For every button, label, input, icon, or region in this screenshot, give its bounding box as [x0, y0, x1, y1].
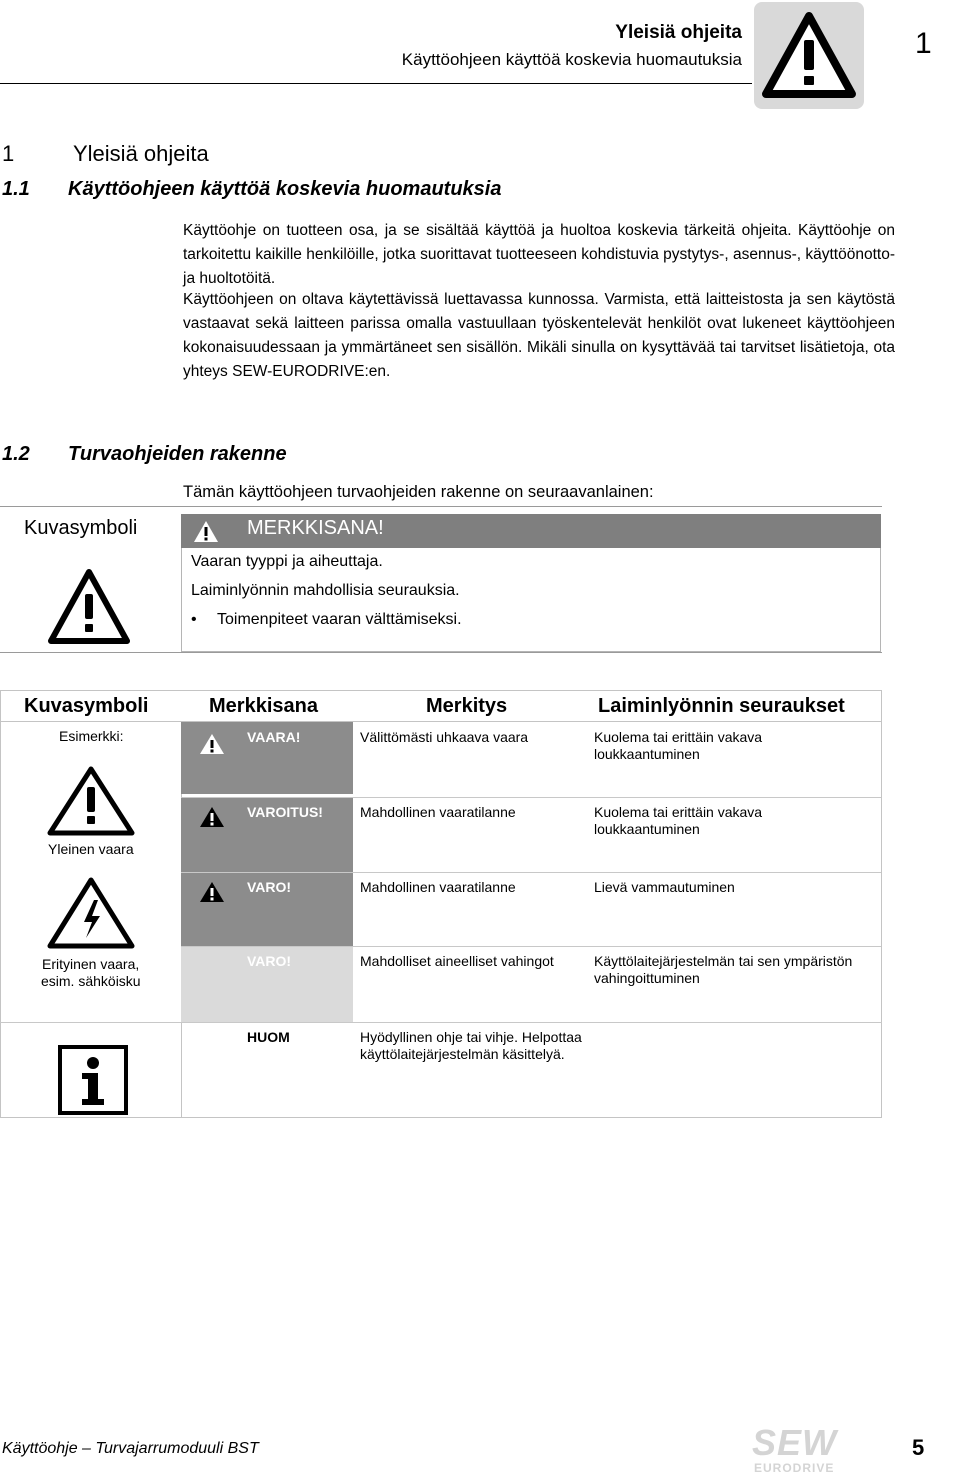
paragraph: Käyttöohjeen on oltava käytettävissä luettavassa kunnossa. Varmista, että laitteistosta ja sen käytöstä vastaavat sekä laitteen parissa omalla vastuullaan työskentelevät henkilöt ovat lukeneet käyttöohjeen kokonaisuudessaan ja ymmärtäneet sen sisällön. Mikäli sinulla on kysyttävää tai tarvitset lisätietoja, ota yhteys SEW-EURODRIVE:en.	[183, 291, 895, 380]
header-rule	[0, 721, 882, 722]
meaning: Hyödyllinen ohje tai vihje. Helpottaa käyttölaitejärjestelmän käsittelyä.	[360, 1029, 582, 1062]
footer-document-title: Käyttöohje – Turvajarrumoduuli BST	[2, 1440, 259, 1457]
specific-hazard-label: Erityinen vaara,	[42, 956, 140, 972]
table-header: Laiminlyönnin seuraukset	[598, 695, 845, 717]
measures: Toimenpiteet vaaran välttämiseksi.	[217, 611, 462, 628]
consequence: Kuolema tai erittäin vakava loukkaantuminen	[594, 729, 763, 762]
section-title: Yleisiä ohjeita	[73, 141, 209, 166]
warning-triangle-icon	[199, 806, 225, 828]
header-icon-box	[754, 2, 864, 109]
divider	[0, 652, 882, 653]
subsection-title: Käyttöohjeen käyttöä koskevia huomautuksia	[68, 178, 502, 200]
header-subtitle: Käyttöohjeen käyttöä koskevia huomautuksia	[401, 50, 742, 69]
info-icon	[58, 1045, 128, 1115]
subsection-number: 1.1	[2, 178, 30, 200]
row-divider	[181, 872, 881, 873]
signal-word: HUOM	[247, 1029, 290, 1045]
paragraph: Käyttöohje on tuotteen osa, ja se sisältää käyttöä ja huoltoa koskevia tärkeitä ohjeita. Käyttöohje on tarkoitettu kaikille henkilöille, jotka suorittavat tuotteeseen kohdistuvia pystytys-, asennus-, käyttöönotto- ja huoltotöitä.	[183, 222, 895, 287]
general-hazard-label: Yleinen vaara	[48, 841, 134, 857]
row-divider	[0, 1022, 882, 1023]
page-number: 5	[912, 1435, 925, 1460]
subsection-title: Turvaohjeiden rakenne	[68, 443, 287, 465]
row-divider	[181, 797, 881, 798]
signal-word: MERKKISANA!	[247, 517, 384, 539]
signal-word: VAROITUS!	[247, 804, 323, 820]
warning-triangle-icon	[754, 2, 864, 109]
consequence: Kuolema tai erittäin vakava loukkaantuminen	[594, 804, 763, 837]
table-header: Merkitys	[426, 695, 508, 717]
section-number: 1	[2, 141, 15, 166]
meaning: Mahdollinen vaaratilanne	[360, 804, 516, 820]
meaning: Mahdolliset aineelliset vahingot	[360, 953, 554, 969]
company-logo-subtitle: EURODRIVE	[754, 1461, 835, 1475]
example-label: Esimerkki:	[59, 728, 124, 744]
header-title: Yleisiä ohjeita	[615, 22, 742, 43]
warning-triangle-icon	[193, 520, 219, 543]
consequence: Lievä vammautuminen	[594, 879, 735, 895]
specific-hazard-label: esim. sähköisku	[41, 973, 141, 989]
meaning: Mahdollinen vaaratilanne	[360, 879, 516, 895]
signal-word: VARO!	[247, 953, 292, 969]
company-logo: SEW	[752, 1422, 838, 1463]
structure-intro: Tämän käyttöohjeen turvaohjeiden rakenne on seuraavanlainen:	[183, 483, 654, 501]
row-divider	[181, 946, 881, 947]
table-header: Merkkisana	[209, 695, 318, 717]
subsection-number: 1.2	[2, 443, 30, 465]
general-warning-icon	[46, 567, 132, 647]
warning-triangle-icon	[199, 881, 225, 903]
consequence: Käyttölaitejärjestelmän tai sen ympäristön vahingoittuminen	[594, 953, 853, 986]
table-header: Kuvasymboli	[24, 695, 149, 717]
bullet: •	[191, 611, 197, 628]
meaning: Välittömästi uhkaava vaara	[360, 729, 529, 745]
signal-word: VARO!	[247, 879, 292, 895]
signal-word: VAARA!	[247, 729, 301, 745]
divider	[0, 506, 882, 507]
chapter-number: 1	[915, 27, 932, 60]
symbol-label: Kuvasymboli	[24, 517, 138, 539]
header-rule	[0, 83, 752, 84]
consequences: Laiminlyönnin mahdollisia seurauksia.	[191, 582, 460, 599]
warning-triangle-icon	[199, 733, 225, 755]
general-warning-icon	[46, 765, 136, 837]
hazard-type: Vaaran tyyppi ja aiheuttaja.	[191, 553, 383, 570]
electric-shock-icon	[46, 876, 136, 950]
